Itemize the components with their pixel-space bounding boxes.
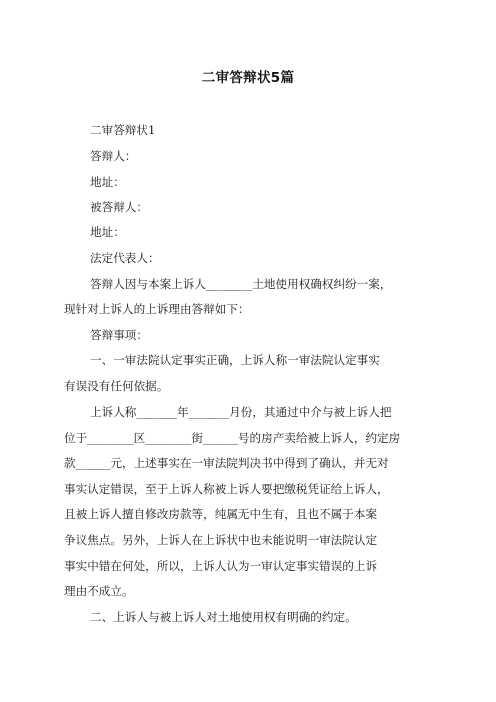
paragraph-line: 款______元，上述事实在一审法院判决书中得到了确认，并无对 [64, 456, 389, 470]
paragraph-line: 答辩人因与本案上诉人________土地使用权确权纠纷一案， [90, 277, 392, 291]
paragraph-line: 现针对上诉人的上诉理由答辩如下： [64, 302, 250, 316]
address-label: 地址： [90, 175, 125, 189]
legal-representative-label: 法定代表人： [90, 251, 160, 265]
paragraph-line: 一、一审法院认定事实正确，上诉人称一审法院认定事实 [90, 353, 380, 367]
section-heading: 二审答辩状1 [90, 123, 156, 137]
paragraph-line: 争议焦点。另外，上诉人在上诉状中也未能说明一审法院认定 [64, 533, 378, 547]
paragraph-line: 理由不成立。 [64, 584, 134, 598]
paragraph-line: 二、上诉人与被上诉人对土地使用权有明确的约定。 [90, 610, 357, 624]
paragraph-line: 上诉人称_______年_______月份，其通过中介与被上诉人把 [90, 405, 392, 419]
paragraph-line: 有误没有任何依据。 [64, 379, 169, 393]
respondent-label: 答辩人： [90, 149, 137, 163]
document-title: 二审答辩状5篇 [201, 70, 295, 86]
paragraph-line: 位于________区________街______号的房产卖给被上诉人，约定房 [64, 431, 401, 445]
address-label: 地址： [90, 225, 125, 239]
appellee-label: 被答辩人： [90, 200, 148, 214]
paragraph-line: 事实中错在何处，所以，上诉人认为一审认定事实错误的上诉 [64, 559, 378, 573]
paragraph-line: 事实认定错误，至于上诉人称被上诉人要把缴税凭证给上诉人， [64, 482, 389, 496]
paragraph-line: 且被上诉人擅自修改房款等，纯属无中生有，且也不属于本案 [64, 507, 378, 521]
defense-items-heading: 答辩事项： [90, 328, 148, 342]
